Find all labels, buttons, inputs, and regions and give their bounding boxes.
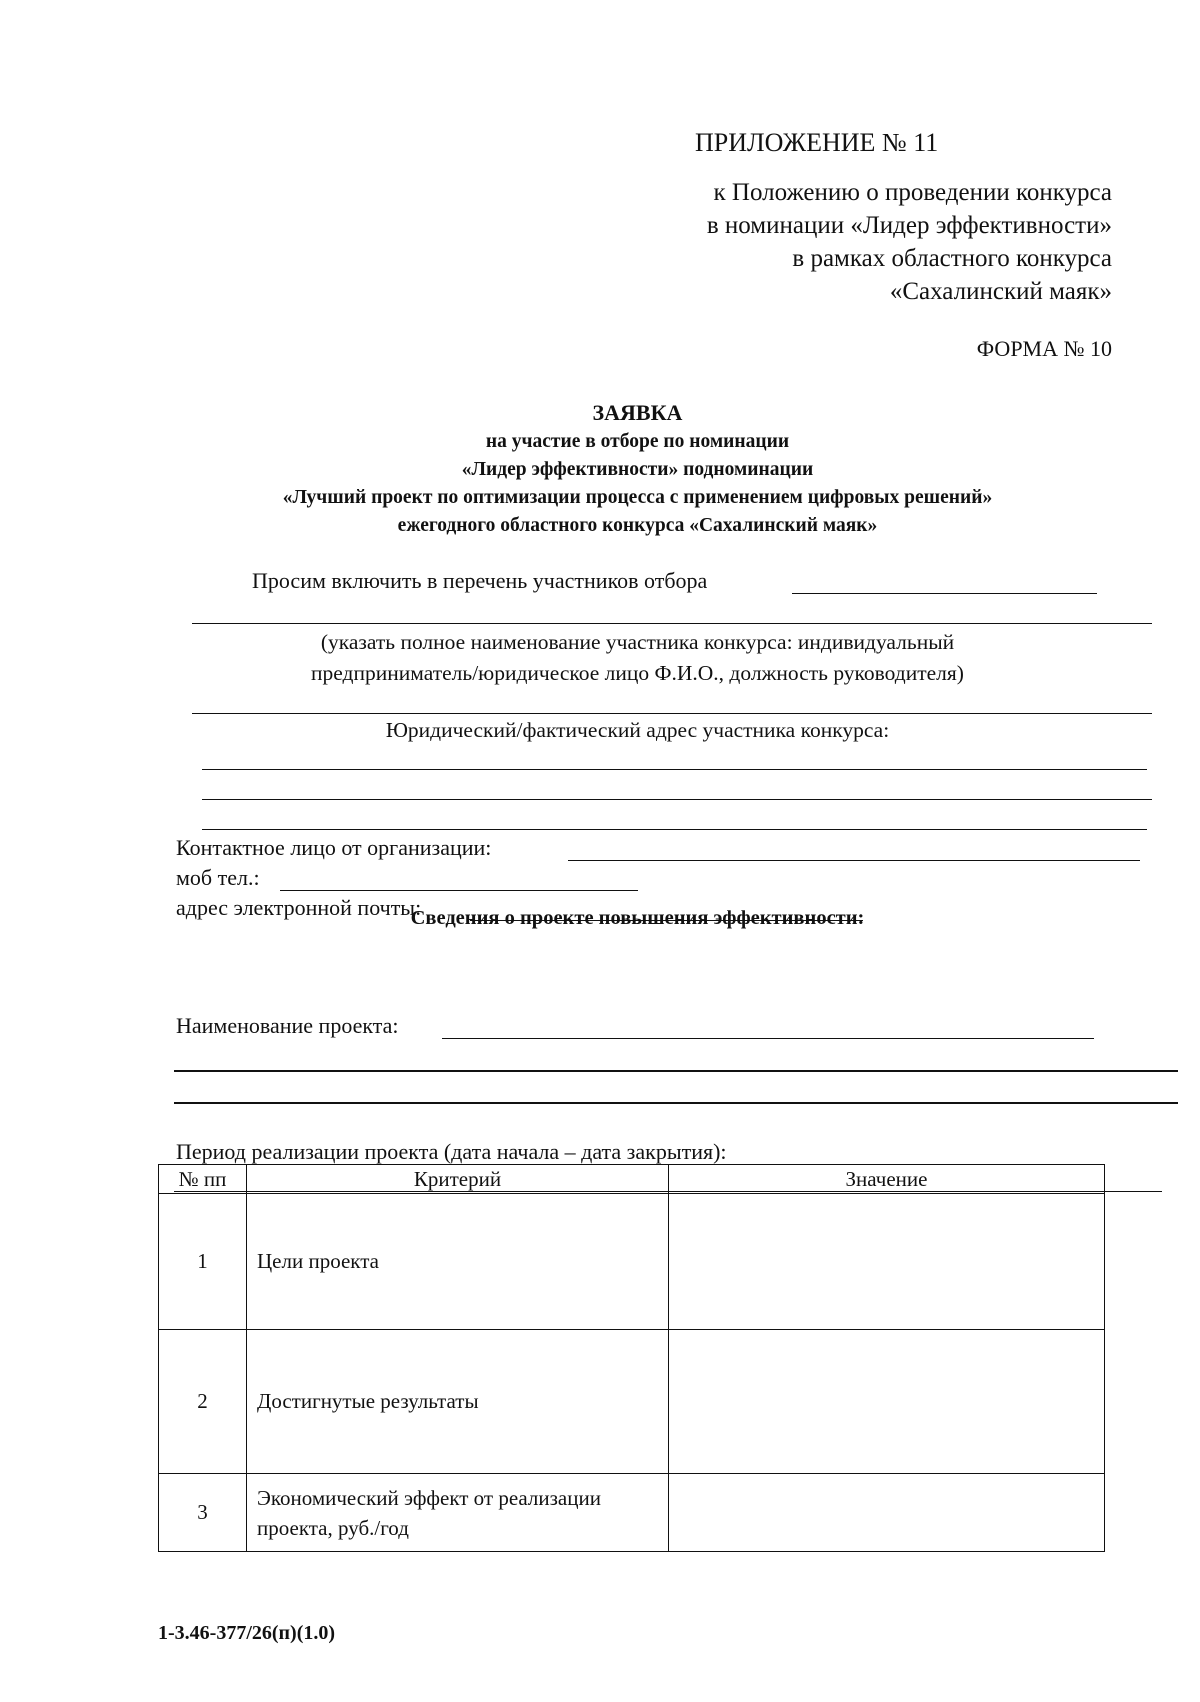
appendix-line: в номинации «Лидер эффективности» (706, 212, 1112, 239)
project-name-field[interactable] (442, 1038, 1094, 1039)
mobile-label: моб тел.: (176, 865, 260, 890)
appendix-line: «Сахалинский маяк» (889, 278, 1112, 305)
column-header-number: № пп (159, 1165, 247, 1194)
mobile-field[interactable] (280, 890, 638, 891)
row-number: 1 (159, 1194, 247, 1330)
appendix-subtitle (707, 176, 1112, 308)
contact-person-label: Контактное лицо от организации: (176, 835, 492, 860)
project-name-field-line-2[interactable] (174, 1070, 1178, 1072)
row-value-cell[interactable] (669, 1194, 1105, 1330)
row-criterion: Достигнутые результаты (247, 1330, 669, 1474)
column-header-value: Значение (669, 1165, 1105, 1194)
subtitle-line: «Лучший проект по оптимизации процесса с применением цифровых решений» (282, 487, 993, 508)
table-row (159, 1474, 1105, 1552)
note-line: предприниматель/юридическое лицо Ф.И.О., должность руководителя) (311, 661, 964, 685)
criteria-table (158, 1164, 1105, 1552)
period-label: Период реализации проекта (дата начала – дата закрытия): (176, 1139, 727, 1164)
participant-note (0, 627, 1200, 689)
participant-name-field-line[interactable] (192, 623, 1152, 624)
request-label: Просим включить в перечень участников отбора (252, 568, 708, 593)
form-number: ФОРМА № 10 (976, 336, 1112, 361)
email-label: адрес электронной почты: (176, 895, 422, 920)
table-row (159, 1330, 1105, 1474)
application-title: ЗАЯВКА (592, 400, 683, 425)
participant-name-field[interactable] (792, 593, 1097, 594)
address-label: Юридический/фактический адрес участника конкурса: (385, 718, 890, 742)
row-criterion: Цели проекта (247, 1194, 669, 1330)
project-name-label: Наименование проекта: (176, 1013, 399, 1038)
appendix-title: ПРИЛОЖЕНИЕ № 11 (695, 128, 939, 157)
address-field-line-3[interactable] (202, 829, 1147, 830)
document-code: 1-3.46-377/26(п)(1.0) (158, 1622, 336, 1644)
participant-details-field-line[interactable] (192, 713, 1152, 714)
row-value-cell[interactable] (669, 1474, 1105, 1552)
address-field-line-2[interactable] (202, 799, 1152, 800)
contact-person-field[interactable] (568, 860, 1140, 861)
subtitle-line: ежегодного областного конкурса «Сахалинский маяк» (397, 515, 878, 536)
row-criterion: Экономический эффект от реализации проекта, руб./год (247, 1474, 669, 1552)
column-header-criterion: Критерий (247, 1165, 669, 1194)
project-name-field-line-3[interactable] (174, 1102, 1178, 1104)
row-number: 3 (159, 1474, 247, 1552)
subtitle-line: «Лидер эффективности» подноминации (461, 459, 814, 480)
application-subtitle (0, 428, 1200, 540)
note-line: (указать полное наименование участника конкурса: индивидуальный (320, 630, 955, 654)
row-number: 2 (159, 1330, 247, 1474)
appendix-line: к Положению о проведении конкурса (713, 179, 1112, 206)
address-field-line-1[interactable] (202, 769, 1147, 770)
row-value-cell[interactable] (669, 1330, 1105, 1474)
project-section-title: Сведения о проекте повышения эффективности: (410, 907, 865, 929)
table-header-row (159, 1165, 1105, 1194)
table-row (159, 1194, 1105, 1330)
appendix-line: в рамках областного конкурса (792, 245, 1112, 272)
subtitle-line: на участие в отборе по номинации (485, 431, 790, 452)
